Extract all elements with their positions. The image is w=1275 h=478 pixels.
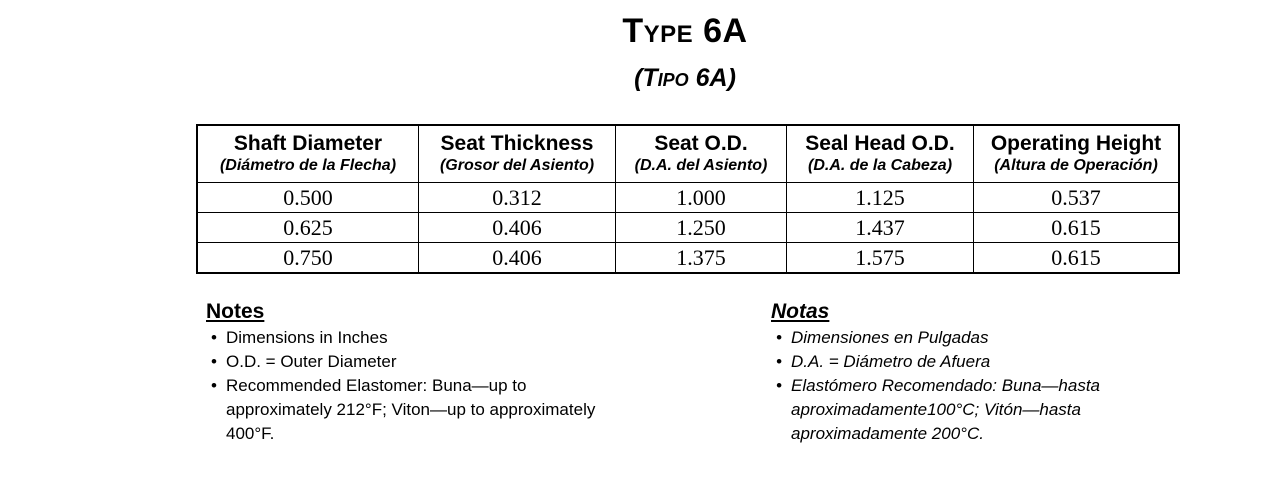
notes-title: Notas xyxy=(771,300,830,323)
header-label: Seat Thickness xyxy=(440,132,594,155)
note-text: Elastómero Recomendado: Buna—hasta aproximadamente100°C; Vitón—hasta aproximadamente 200°C. xyxy=(791,376,1101,443)
header-label: Operating Height xyxy=(990,132,1162,155)
cell-operating-height: 0.615 xyxy=(974,213,1180,243)
header-label-spanish: (Altura de Operación) xyxy=(994,157,1158,174)
header-label-spanish: (D.A. de la Cabeza) xyxy=(807,157,953,174)
dimensions-table xyxy=(196,124,1180,274)
table-header-row xyxy=(197,125,1179,183)
header-label: Seal Head O.D. xyxy=(805,132,955,155)
note-text: Recommended Elastomer: Buna—up to approximately 212°F; Viton—up to approximately 400°F. xyxy=(226,376,596,443)
cell-operating-height: 0.615 xyxy=(974,243,1180,274)
cell-seat-thickness: 0.406 xyxy=(419,243,616,274)
cell-shaft-diameter: 0.500 xyxy=(197,183,419,213)
bullet-icon: • xyxy=(776,376,782,395)
list-item xyxy=(771,374,1211,446)
note-text: Dimensions in Inches xyxy=(226,328,388,347)
list-item xyxy=(771,326,1211,350)
cell-seat-thickness: 0.406 xyxy=(419,213,616,243)
table-row xyxy=(197,183,1179,213)
header-shaft-diameter xyxy=(197,125,419,183)
cell-shaft-diameter: 0.750 xyxy=(197,243,419,274)
list-item xyxy=(206,350,626,374)
notes-list xyxy=(206,326,626,446)
header-label: Seat O.D. xyxy=(654,132,748,155)
cell-seal-head-od: 1.437 xyxy=(787,213,974,243)
notes-english xyxy=(206,298,626,446)
bullet-icon: • xyxy=(211,328,217,347)
list-item xyxy=(206,374,626,446)
header-label-spanish: (D.A. del Asiento) xyxy=(634,157,768,174)
cell-seat-od: 1.375 xyxy=(616,243,787,274)
header-label-spanish: (Grosor del Asiento) xyxy=(439,157,595,174)
bullet-icon: • xyxy=(776,328,782,347)
page-title: Type 6A xyxy=(622,12,748,50)
note-text: Dimensiones en Pulgadas xyxy=(791,328,989,347)
bullet-icon: • xyxy=(211,376,217,395)
notes-title: Notes xyxy=(206,300,265,323)
list-item xyxy=(771,350,1211,374)
bullet-icon: • xyxy=(211,352,217,371)
header-label: Shaft Diameter xyxy=(233,132,383,155)
cell-seat-od: 1.250 xyxy=(616,213,787,243)
table-row xyxy=(197,213,1179,243)
header-seat-thickness xyxy=(419,125,616,183)
cell-seal-head-od: 1.575 xyxy=(787,243,974,274)
note-text: O.D. = Outer Diameter xyxy=(226,352,397,371)
list-item xyxy=(206,326,626,350)
table-row xyxy=(197,243,1179,274)
bullet-icon: • xyxy=(776,352,782,371)
cell-operating-height: 0.537 xyxy=(974,183,1180,213)
header-label-spanish: (Diámetro de la Flecha) xyxy=(219,157,397,174)
header-seal-head-od xyxy=(787,125,974,183)
cell-seat-thickness: 0.312 xyxy=(419,183,616,213)
note-text: D.A. = Diámetro de Afuera xyxy=(791,352,991,371)
header-seat-od xyxy=(616,125,787,183)
page-subtitle: (Tipo 6A) xyxy=(634,64,736,92)
notes-spanish xyxy=(771,298,1211,446)
cell-shaft-diameter: 0.625 xyxy=(197,213,419,243)
header-operating-height xyxy=(974,125,1180,183)
cell-seal-head-od: 1.125 xyxy=(787,183,974,213)
cell-seat-od: 1.000 xyxy=(616,183,787,213)
notes-list xyxy=(771,326,1211,446)
